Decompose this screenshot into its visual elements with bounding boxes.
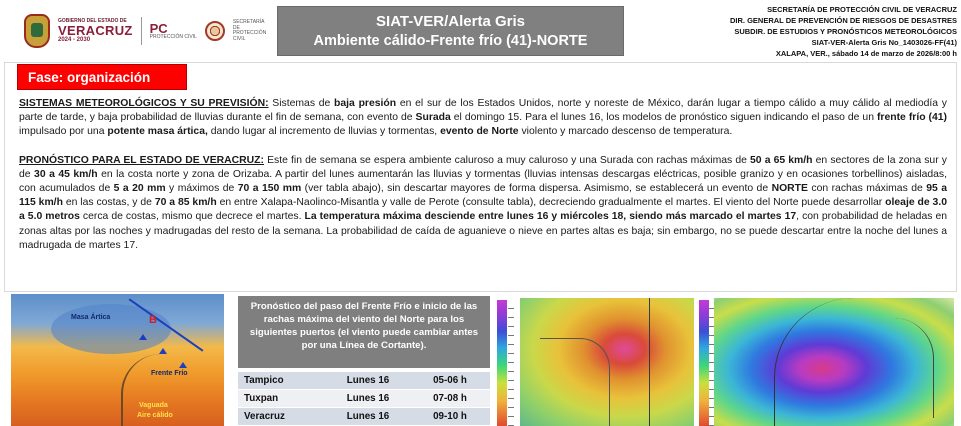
cold-front-label: Frente Frío (151, 370, 188, 377)
issuer-line: SECRETARÍA DE PROTECCIÓN CIVIL DE VERACRUZ (767, 5, 957, 14)
gov-logo-text (58, 19, 133, 43)
seal-icon (205, 21, 225, 41)
systems-paragraph (19, 97, 947, 140)
text: en sectores de la zona sur y de (19, 154, 947, 180)
bulletin-number: SIAT-VER-Alerta Gris No_1403026-FF(41) (811, 38, 957, 47)
text: en entre Xalapa-Naolinco-Misantla y valle de Perote (consulte tabla), decreciendo gradualmente el martes. El viento del Norte puede desarrollar (216, 197, 886, 209)
port-day: Lunes 16 (346, 375, 390, 386)
bold-text: 50 a 65 km/h (750, 154, 813, 166)
phase-badge: Fase: organización (17, 64, 187, 90)
bold-text: Surada (415, 112, 451, 124)
text: Este fin de semana se espera ambiente caluroso a muy caluroso y una Surada con rachas máximas de (263, 154, 751, 166)
forecast-heading: PRONÓSTICO PARA EL ESTADO DE VERACRUZ: (19, 154, 264, 166)
state-border (540, 338, 610, 426)
text: violento y marcado descenso de temperatura. (518, 126, 733, 138)
front-marker-icon (139, 334, 147, 340)
bold-text: NORTE (771, 183, 808, 195)
alert-title: SIAT-VER/Alerta Gris (376, 13, 525, 30)
alert-title-box (277, 6, 624, 56)
port-hours: 09-10 h (433, 411, 467, 422)
bold-text: evento de Norte (440, 126, 519, 138)
text: impulsado por una (19, 126, 108, 138)
bulletin-body (19, 97, 947, 267)
trough-label: Vaguada (139, 402, 168, 409)
pc-logo (150, 22, 197, 40)
bold-text: baja presión (334, 98, 397, 109)
table-row (238, 390, 490, 408)
pc-logo-small: PROTECCIÓN CIVIL (149, 34, 197, 40)
temperature-map-image (520, 298, 694, 426)
state-border (834, 318, 934, 418)
text: en las costas, y de (62, 197, 155, 209)
pc-logo-big: PC (149, 21, 168, 36)
text: dando lugar al incremento de lluvias y tormentas, (207, 126, 441, 138)
port-name: Veracruz (244, 411, 285, 422)
precipitation-map-image (714, 298, 954, 426)
veracruz-emblem-icon (24, 14, 50, 48)
bold-text: 30 a 45 km/h (34, 168, 98, 180)
table-row (238, 408, 490, 426)
text: , con probabilidad de heladas en zonas altas por las noches y madrugadas del resto de la semana. La probabilidad de caída de aguanieve o nieve en partes altas es baja; sin embargo, no se puede descartar entre la noche del lunes a madrugada de martes 17. (19, 211, 947, 251)
text: cerca de costas, mismo que decrece el martes. (79, 211, 305, 223)
front-marker-icon (179, 362, 187, 368)
seal-text: SECRETARÍA DE PROTECCIÓN CIVIL (232, 19, 267, 42)
ports-table (238, 296, 490, 426)
issuer-line: DIR. GENERAL DE PREVENCIÓN DE RIESGOS DE DESASTRES (730, 16, 957, 25)
bold-text: La temperatura máxima desciende entre lunes 16 y miércoles 18, siendo más marcado el martes 17 (304, 211, 797, 223)
synoptic-map-image (11, 294, 224, 426)
header (0, 0, 961, 64)
systems-heading: SISTEMAS METEOROLÓGICOS Y SU PREVISIÓN: (19, 98, 269, 109)
bold-text: potente masa ártica, (107, 126, 208, 138)
text: Sistemas de (268, 98, 335, 109)
logos (24, 12, 271, 50)
bold-text: 5 a 20 mm (113, 183, 166, 195)
bold-text: frente frío (41) (876, 112, 948, 124)
text: y máximos de (165, 183, 238, 195)
wind-colorbar (699, 300, 709, 426)
text: en la costa norte y zona de Orizaba. A partir del lunes aumentarán las lluvias y tormentas (lluvias intensas descargas eléctricas, posible granizo y en ocasiones torbellinos) aisladas, con acumulados de (19, 168, 947, 195)
forecast-paragraph (19, 154, 947, 253)
port-hours: 07-08 h (433, 393, 467, 404)
alert-subtitle: Ambiente cálido-Frente frío (41)-NORTE (313, 33, 588, 49)
bold-text: 95 a 115 km/h (19, 183, 948, 209)
logo-separator (141, 17, 142, 45)
port-name: Tuxpan (244, 393, 279, 404)
port-day: Lunes 16 (346, 393, 390, 404)
arctic-air-area (51, 304, 171, 354)
gov-logo-small: GOBIERNO DEL ESTADO DE (58, 18, 127, 24)
text: el domingo 15. Para el lunes 16, los modelos de pronóstico siguen indicando el paso de un (450, 112, 877, 124)
text: en el sur de los Estados Unidos, norte y noreste de México, darán lugar a tiempo cálido a muy cálido al mediodía y parte de tarde, y baja probabilidad de lluvias durante el fin de semana, con evento de (19, 98, 947, 124)
precip-colorbar (497, 300, 507, 426)
port-day: Lunes 16 (346, 411, 390, 422)
bold-text: oleaje de 3.0 a 5.0 metros (19, 197, 947, 223)
ports-table-title: Pronóstico del paso del Frente Frío e inicio de las rachas máxima del viento del Norte para los siguientes puertos (el viento puede cambiar antes por una Línea de Cortante). (238, 296, 490, 368)
front-marker-icon (159, 348, 167, 354)
text: con rachas máximas de (807, 183, 927, 195)
table-row (238, 372, 490, 390)
colorbar-ticks (508, 300, 514, 426)
port-hours: 05-06 h (433, 375, 467, 386)
arctic-mass-label: Masa Ártica (71, 314, 111, 321)
gov-logo-big: VERACRUZ (58, 23, 133, 38)
bold-text: 70 a 150 mm (237, 183, 302, 195)
low-pressure-label: B (149, 314, 157, 326)
text: (ver tabla abajo), sin descartar mayores de forma dispersa. Asimismo, se establecerá un evento de (301, 183, 772, 195)
issuer-line: SUBDIR. DE ESTUDIOS Y PRONÓSTICOS METEOROLÓGICOS (734, 27, 957, 36)
port-name: Tampico (244, 375, 284, 386)
bulletin-date: XALAPA, VER., sábado 14 de marzo de 2026/8:00 h (775, 49, 957, 58)
issuer-info (627, 4, 957, 59)
ports-rows (238, 372, 490, 426)
bold-text: 70 a 85 km/h (154, 197, 217, 209)
warm-air-label: Aire cálido (137, 412, 173, 419)
gov-logo-years: 2024 - 2030 (58, 37, 91, 43)
